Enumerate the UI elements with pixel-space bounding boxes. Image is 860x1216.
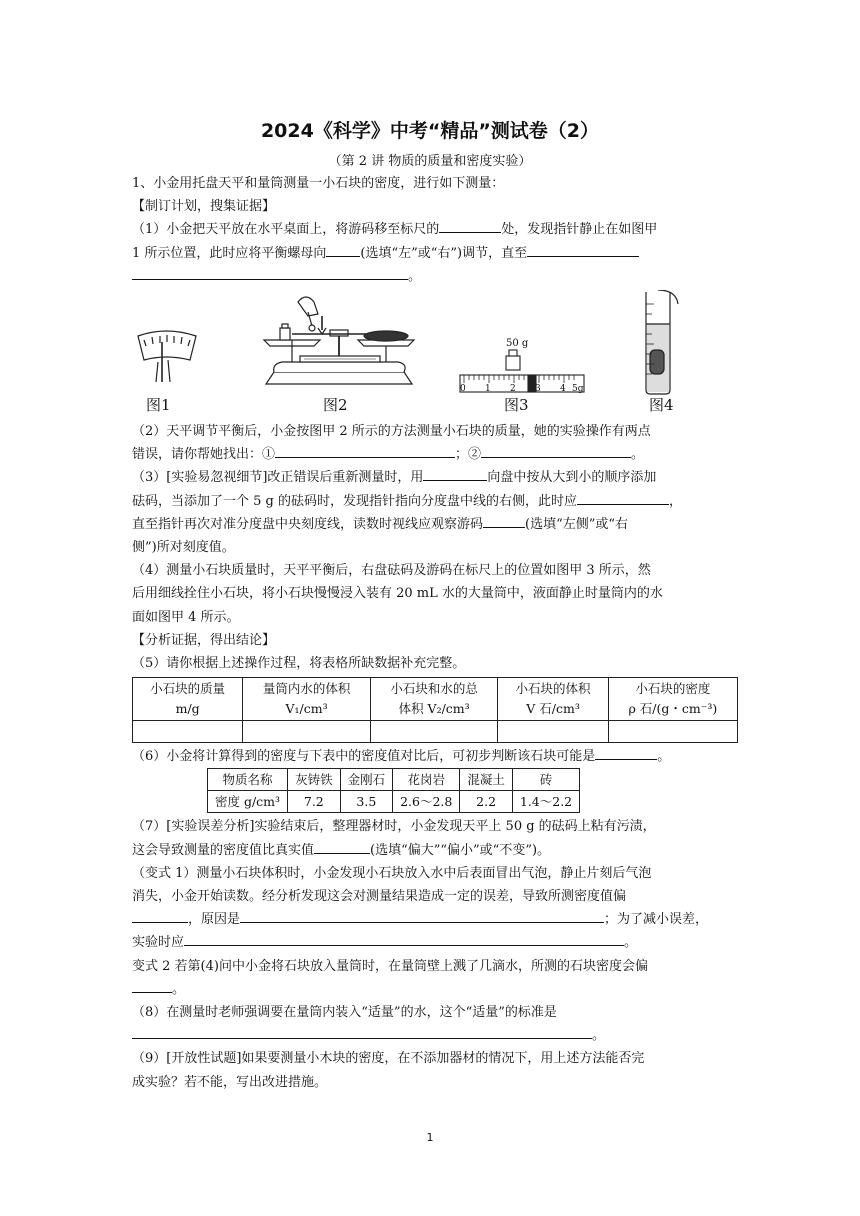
table-cell (498, 721, 608, 743)
table-cell: 7.2 (288, 791, 341, 813)
ruler-tick: 1 (485, 384, 491, 395)
page-subtitle: （第 2 讲 物质的质量和密度实验） (328, 154, 532, 169)
part-1: （1）小金把天平放在水平桌面上，将游码移至标尺的 处，发现指针静止在如图甲 1 所示位置，此时应将平衡螺母向 (选填“左”或“右”)调节，直至 。 (132, 218, 738, 288)
table-header-cell: 小石块和水的总 体积 V₂/cm³ (370, 678, 498, 721)
apparatus-figures (132, 290, 738, 418)
balance-dial-figure (138, 331, 196, 382)
weight-label: 50 g (506, 338, 529, 350)
part-5: （5）请你根据上述操作过程，将表格所缺数据补充完整。 (132, 656, 466, 672)
table-cell: 花岗岩 (393, 769, 460, 791)
table-row (208, 791, 580, 813)
answer-blank (595, 745, 657, 760)
table-cell: 金刚石 (340, 769, 393, 791)
part-2: （2）天平调节平衡后，小金按图甲 2 所示的方法测量小石块的质量，她的实验操作有两点 错误，请你帮她找出：① ；② 。 (132, 424, 651, 463)
density-table (207, 768, 580, 813)
table-cell: 砖 (512, 769, 579, 791)
answer-blank (481, 443, 631, 458)
ruler-tick: 5g (572, 384, 584, 395)
part-8: （8）在测量时老师强调要在量筒内装入“适量”的水，这个“适量”的标准是 。 (132, 1005, 606, 1044)
table-header-cell: 小石块的密度 ρ 石/(g・cm⁻³) (608, 678, 737, 721)
table-header-cell: 小石块的质量 m/g (133, 678, 243, 721)
part-4: （4）测量小石块质量时，天平平衡后，右盘砝码及游码在标尺上的位置如图甲 3 所示，然 后用细线拴住小石块，将小石块慢慢浸入装有 20 mL 水的大量筒中，液面静止时量筒内的水 面如图甲 4 所示。 (132, 563, 663, 625)
data-table (132, 677, 738, 743)
answer-blank (527, 242, 639, 257)
answer-blank (314, 839, 370, 854)
table-cell (608, 721, 737, 743)
table-cell: 3.5 (340, 791, 393, 813)
answer-blank (240, 908, 604, 923)
table-cell: 灰铸铁 (288, 769, 341, 791)
answer-blank (423, 466, 487, 481)
figure-caption: 图3 (504, 396, 529, 415)
table-header-row (133, 678, 738, 721)
page-title: 2024《科学》中考“精品”测试卷（2） (260, 120, 600, 142)
table-cell: 2.6～2.8 (393, 791, 460, 813)
table-cell: 密度 g/cm³ (208, 791, 288, 813)
table-cell (370, 721, 498, 743)
section-heading-plan: 【制订计划，搜集证据】 (132, 199, 276, 215)
table-header-cell: 量筒内水的体积 V₁/cm³ (243, 678, 371, 721)
ruler-tick: 4 (560, 384, 566, 395)
section-heading-analysis: 【分析证据，得出结论】 (132, 632, 276, 648)
table-header-cell: 小石块的体积 V 石/cm³ (498, 678, 608, 721)
answer-blank (577, 490, 669, 505)
table-cell: 1.4～2.2 (512, 791, 579, 813)
part-9: （9）[开放性试题]如果要测量小木块的密度，在不添加器材的情况下，用上述方法能否完 成实验？若不能，写出改进措施。 (132, 1051, 645, 1090)
measuring-cylinder-figure (646, 290, 678, 394)
table-cell (243, 721, 371, 743)
table-cell: 物质名称 (208, 769, 288, 791)
question-body (132, 172, 738, 1094)
answer-blank (132, 1024, 592, 1039)
ruler-tick: 0 (460, 384, 466, 395)
part-3: （3）[实验易忽视细节]改正错误后重新测量时，用 向盘中按从大到小的顺序添加 砝码，当添加了一个 5 g 的砝码时，发现指针指向分度盘中线的右侧，此时应 ， 直至指针再次对准分度盘中央刻度线，读数时视线应观察游码 (选填“左侧”或“右 侧”)所对刻度值。 (132, 466, 738, 559)
page-number: 1 (426, 1131, 434, 1144)
variant-2: 变式 2 若第(4)问中小金将石块放入量筒时，在量筒壁上溅了几滴水，所测的石块密度会偏 。 (132, 958, 648, 997)
table-row (208, 769, 580, 791)
answer-blank (439, 218, 501, 233)
answer-blank (132, 908, 188, 923)
part-7: （7）[实验误差分析]实验结束后，整理器材时，小金发现天平上 50 g 的砝码上粘有污渍， 这会导致测量的密度值比真实值 (选填“偏大”“偏小”或“不变”)。 (132, 819, 656, 858)
q1-intro: 1、小金用托盘天平和量筒测量一小石块的密度，进行如下测量： (132, 176, 505, 191)
answer-blank (275, 443, 455, 458)
balance-figure (264, 297, 414, 384)
ruler-tick: 2 (510, 384, 516, 395)
answer-blank (483, 513, 525, 528)
figure-row (132, 290, 738, 418)
answer-blank (132, 978, 172, 993)
table-cell: 2.2 (460, 791, 513, 813)
figure-caption: 图1 (146, 396, 171, 415)
variant-1: （变式 1）测量小石块体积时，小金发现小石块放入水中后表面冒出气泡，静止片刻后气泡 消失，小金开始读数。经分析发现这会对测量结果造成一定的误差，导致所测密度值偏 ，原因是 ；为了减小误差， 实验时应 。 (132, 865, 709, 951)
answer-blank (184, 931, 624, 946)
part-6: （6）小金将计算得到的密度与下表中的密度值对比后，可初步判断该石块可能是 。 (132, 745, 738, 768)
ruler-tick: 3 (535, 384, 541, 395)
figure-caption: 图4 (649, 396, 674, 415)
table-cell: 混凝土 (460, 769, 513, 791)
figure-caption: 图2 (323, 396, 348, 415)
table-cell (133, 721, 243, 743)
answer-blank (132, 265, 408, 280)
table-blank-row (133, 721, 738, 743)
answer-blank (326, 242, 360, 257)
